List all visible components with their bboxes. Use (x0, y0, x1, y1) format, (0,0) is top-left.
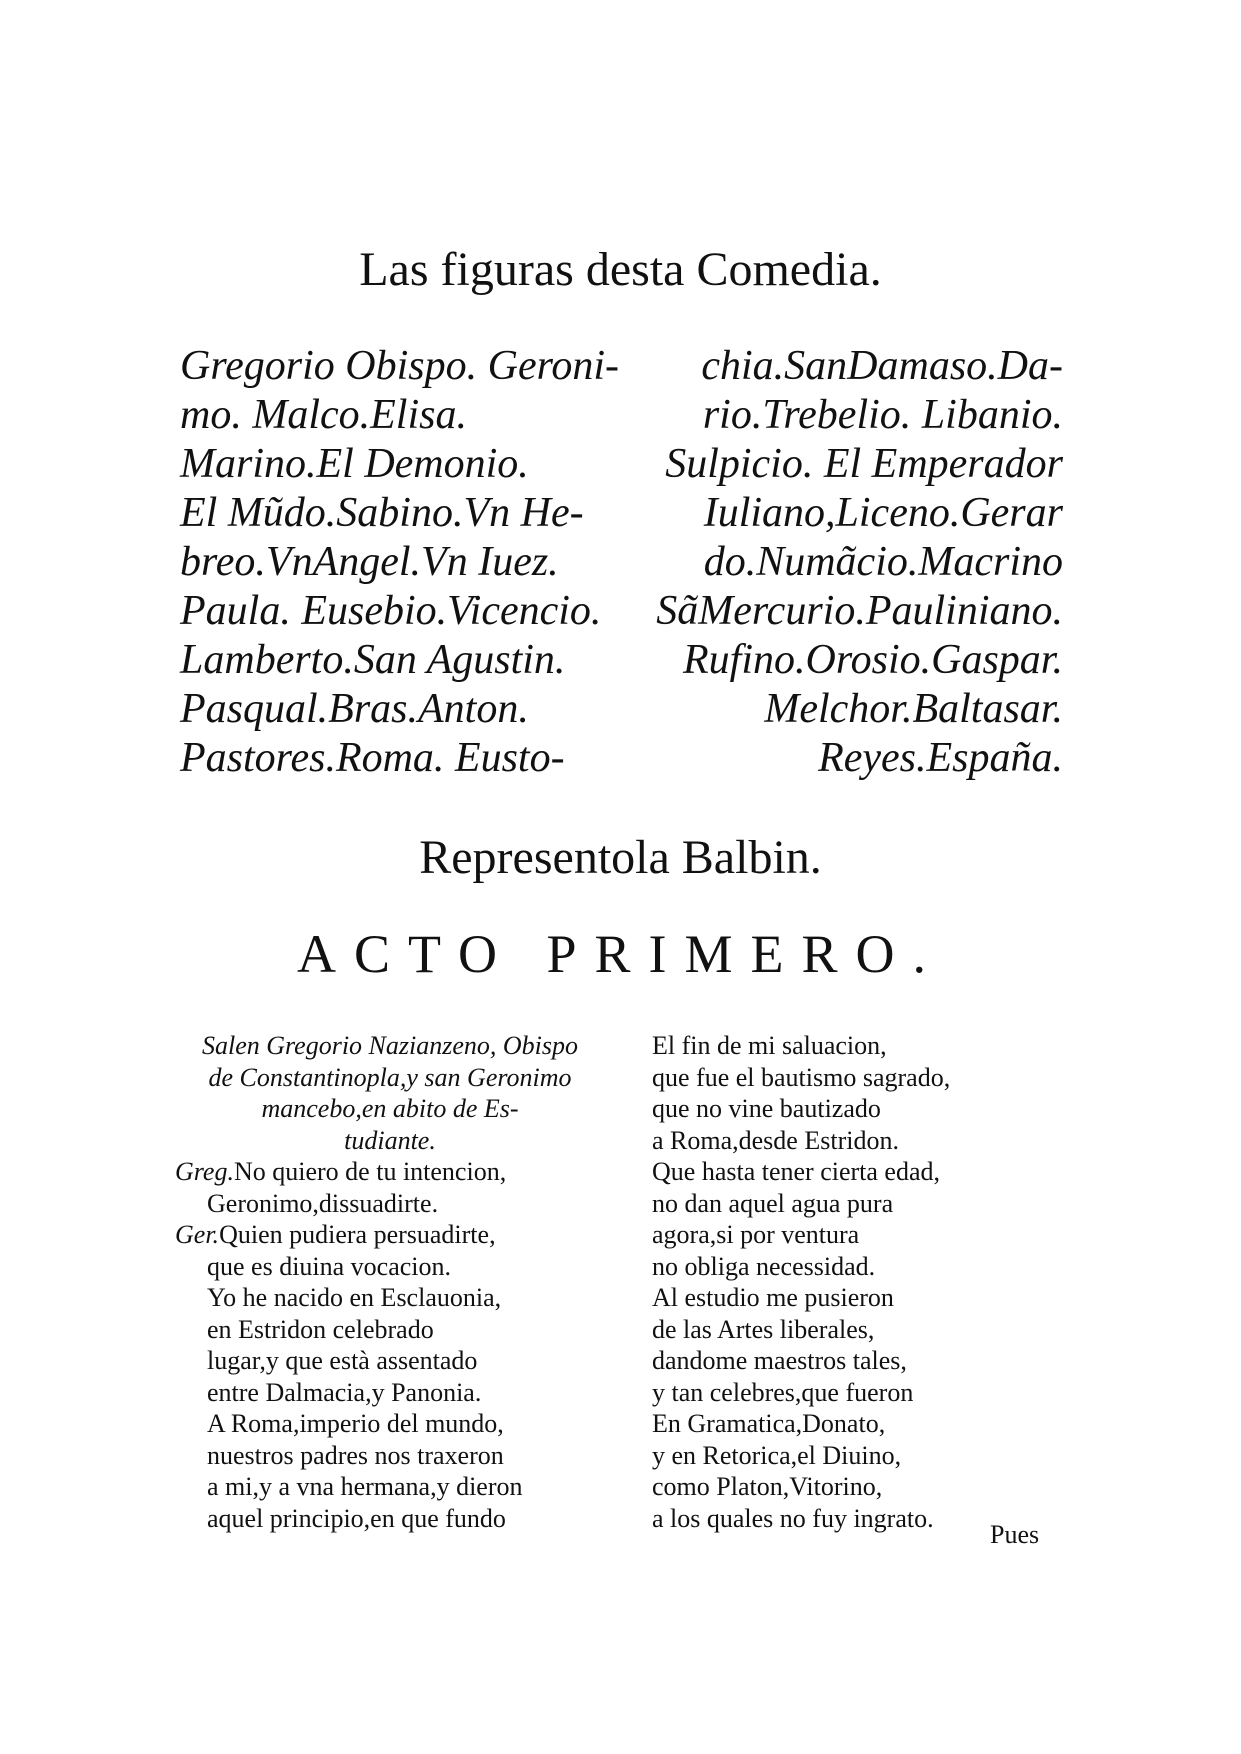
cast-line: rio.Trebelio. Libanio. (702, 392, 1063, 438)
verse-line: A Roma,imperio del mundo, (207, 1409, 504, 1438)
cast-line: breo.VnAngel.Vn Iuez. (180, 539, 559, 585)
verse-line: de las Artes liberales, (652, 1314, 875, 1344)
verse-line: que es diuina vocacion. (207, 1251, 452, 1281)
verse-line: En Gramatica,Donato, (652, 1409, 886, 1438)
cast-line: mo. Malco.Elisa. (180, 392, 467, 438)
verse-line: a Roma,desde Estridon. (652, 1125, 899, 1155)
cast-line: Reyes.España. (818, 735, 1063, 781)
verse-column-right (652, 1030, 1072, 1534)
act-heading: ACTO PRIMERO. (296, 924, 945, 984)
cast-line: Iuliano,Liceno.Gerar (703, 490, 1063, 536)
cast-line: chia.SanDamaso.Da- (701, 343, 1063, 389)
verse-line: nuestros padres nos traxeron (207, 1440, 504, 1470)
cast-line: Pasqual.Bras.Anton. (180, 686, 529, 732)
speaker-label: Ger. (175, 1220, 220, 1249)
speaker-label: Greg. (175, 1157, 234, 1186)
cast-line: Rufino.Orosio.Gaspar. (683, 637, 1063, 683)
verse-line: Yo he nacido en Esclauonia, (207, 1283, 502, 1312)
stage-direction-line: Salen Gregorio Nazianzeno, Obispo (201, 1031, 579, 1060)
verse-line (175, 1156, 615, 1188)
verse-line: El fin de mi saluacion, (652, 1031, 887, 1060)
cast-list-right (630, 342, 1063, 783)
verse-line: que no vine bautizado (652, 1094, 881, 1123)
verse-line: agora,si por ventura (652, 1220, 860, 1249)
cast-line: Paula. Eusebio.Vicencio. (180, 588, 602, 634)
verse-line: dandome maestros tales, (652, 1346, 907, 1375)
verse-text: Quien pudiera persuadirte, (219, 1220, 496, 1249)
verse-line: que fue el bautismo sagrado, (652, 1062, 951, 1092)
page-title: Las figuras desta Comedia. (359, 243, 882, 296)
verse-line: a los quales no fuy ingrato. (652, 1503, 934, 1533)
verse-line: y en Retorica,el Diuino, (652, 1440, 902, 1470)
cast-line: do.Numãcio.Macrino (703, 539, 1063, 585)
cast-line: Melchor.Baltasar. (764, 686, 1063, 732)
represented-by-heading: Representola Balbin. (419, 831, 822, 884)
verse-line: Al estudio me pusieron (652, 1283, 894, 1312)
cast-line: Marino.El Demonio. (180, 441, 529, 487)
verse-line: en Estridon celebrado (207, 1314, 434, 1344)
catchword: Pues (990, 1520, 1040, 1549)
cast-line: Gregorio Obispo. Geroni- (180, 343, 620, 389)
verse-line: no dan aquel agua pura (652, 1188, 894, 1218)
verse-text: No quiero de tu intencion, (233, 1157, 507, 1186)
verse-line: entre Dalmacia,y Panonia. (207, 1377, 482, 1407)
stage-direction-line: mancebo,en abito de Es- (261, 1094, 519, 1123)
cast-line: Lamberto.San Agustin. (180, 637, 566, 683)
verse-column-left (175, 1030, 615, 1534)
verse-line: aquel principio,en que fundo (207, 1503, 506, 1533)
verse-line: no obliga necessidad. (652, 1251, 876, 1281)
verse-line (175, 1219, 615, 1251)
verse-line: y tan celebres,que fueron (652, 1377, 914, 1407)
cast-line: Sulpicio. El Emperador (665, 441, 1063, 487)
cast-line: Pastores.Roma. Eusto- (180, 735, 565, 781)
cast-line: El Mũdo.Sabino.Vn He- (180, 490, 584, 536)
verse-line: Que hasta tener cierta edad, (652, 1157, 941, 1186)
verse-line: lugar,y que està assentado (207, 1346, 478, 1375)
verse-line: Geronimo,dissuadirte. (207, 1188, 439, 1218)
cast-list-left (180, 342, 620, 783)
cast-line: SãMercurio.Pauliniano. (656, 588, 1063, 634)
verse-line: como Platon,Vitorino, (652, 1472, 883, 1501)
stage-direction-line: de Constantinopla,y san Geronimo (208, 1062, 572, 1092)
verse-line: a mi,y a vna hermana,y dieron (207, 1472, 523, 1501)
stage-direction-line: tudiante. (344, 1125, 436, 1155)
